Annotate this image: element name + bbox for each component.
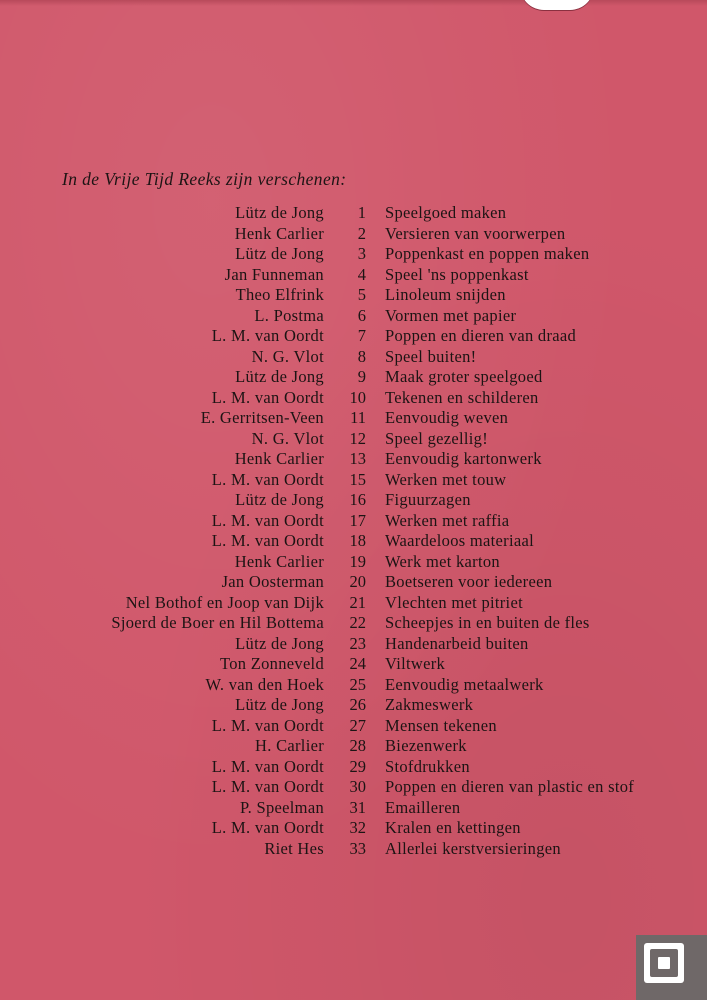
book-row	[0, 613, 707, 634]
book-row	[0, 798, 707, 819]
book-number: 17	[349, 510, 366, 530]
book-row	[0, 736, 707, 757]
book-title: Speel gezellig!	[385, 428, 489, 448]
book-author: Lütz de Jong	[235, 490, 324, 509]
book-row	[0, 634, 707, 655]
book-row	[0, 716, 707, 737]
book-title: Allerlei kerstversieringen	[385, 838, 561, 858]
book-number: 11	[350, 408, 366, 427]
book-title: Biezenwerk	[385, 736, 467, 755]
book-title: Maak groter speelgoed	[385, 367, 543, 386]
book-title: Tekenen en schilderen	[385, 387, 539, 407]
book-row	[0, 285, 707, 306]
book-author: Ton Zonneveld	[219, 654, 324, 673]
book-title: Zakmeswerk	[385, 695, 474, 714]
book-title: Werken met touw	[385, 469, 507, 489]
book-author: Lütz de Jong	[235, 367, 324, 386]
book-number: 10	[349, 387, 366, 407]
book-author: H. Carlier	[255, 736, 324, 755]
book-row	[0, 511, 707, 532]
book-row	[0, 306, 707, 327]
book-number: 27	[349, 715, 366, 735]
book-title: Poppen en dieren van plastic en stof	[385, 777, 635, 796]
torn-sticker	[520, 0, 594, 10]
book-title: Kralen en kettingen	[385, 818, 521, 837]
book-author: L. M. van Oordt	[211, 387, 324, 407]
book-number: 33	[349, 838, 366, 858]
book-title: Waardeloos materiaal	[385, 531, 534, 550]
book-number: 31	[349, 797, 366, 817]
book-number: 28	[349, 736, 366, 755]
book-number: 32	[349, 818, 366, 837]
book-author: Lütz de Jong	[235, 695, 324, 714]
book-author: L. M. van Oordt	[211, 818, 324, 837]
book-title: Poppen en dieren van draad	[385, 326, 577, 345]
book-title: Boetseren voor iedereen	[385, 572, 553, 591]
book-title: Werk met karton	[385, 551, 500, 571]
book-author: E. Gerritsen-Veen	[200, 408, 324, 427]
book-number: 26	[349, 695, 366, 714]
book-title: Mensen tekenen	[385, 715, 497, 735]
book-row	[0, 593, 707, 614]
book-number: 18	[349, 531, 366, 550]
book-title: Viltwerk	[385, 654, 446, 673]
book-row	[0, 531, 707, 552]
book-title: Vlechten met pitriet	[385, 592, 523, 612]
book-number: 22	[349, 613, 366, 632]
book-author: Riet Hes	[264, 838, 324, 858]
book-row	[0, 695, 707, 716]
book-row	[0, 654, 707, 675]
book-title: Eenvoudig kartonwerk	[385, 449, 542, 468]
book-row	[0, 347, 707, 368]
book-row	[0, 429, 707, 450]
book-row	[0, 408, 707, 429]
book-row	[0, 572, 707, 593]
book-title: Stofdrukken	[385, 756, 470, 776]
book-title: Werken met raffia	[385, 510, 510, 530]
book-author: Lütz de Jong	[235, 633, 324, 653]
book-number: 20	[349, 572, 366, 591]
book-row	[0, 244, 707, 265]
book-author: L. M. van Oordt	[211, 531, 324, 550]
book-number: 5	[357, 285, 366, 304]
book-title: Emailleren	[385, 797, 461, 817]
book-number: 30	[349, 777, 366, 796]
book-row	[0, 552, 707, 573]
book-row	[0, 839, 707, 860]
cover-top-edge	[0, 0, 707, 6]
book-number: 1	[357, 203, 366, 222]
book-author: L. M. van Oordt	[211, 715, 324, 735]
book-row	[0, 388, 707, 409]
book-number: 24	[349, 654, 366, 673]
book-title: Handenarbeid buiten	[385, 633, 529, 653]
book-row	[0, 757, 707, 778]
book-author: Sjoerd de Boer en Hil Bottema	[111, 613, 324, 632]
logo-center-square	[658, 957, 670, 969]
book-number: 23	[349, 633, 366, 653]
book-number: 7	[357, 326, 366, 345]
book-title: Poppenkast en poppen maken	[385, 244, 590, 263]
book-row	[0, 224, 707, 245]
book-number: 6	[357, 305, 366, 325]
book-title: Versieren van voorwerpen	[385, 223, 566, 243]
book-author: Nel Bothof en Joop van Dijk	[125, 592, 324, 612]
book-number: 9	[357, 367, 366, 386]
book-author: N. G. Vlot	[251, 346, 324, 366]
book-author: P. Speelman	[240, 797, 324, 817]
book-title: Eenvoudig metaalwerk	[385, 674, 544, 694]
book-number: 12	[349, 428, 366, 448]
book-row	[0, 675, 707, 696]
book-row	[0, 449, 707, 470]
book-number: 13	[349, 449, 366, 468]
book-row	[0, 367, 707, 388]
book-number: 29	[349, 756, 366, 776]
book-number: 25	[349, 674, 366, 694]
book-row	[0, 470, 707, 491]
book-number: 15	[349, 469, 366, 489]
book-author: Henk Carlier	[234, 223, 324, 243]
book-author: Jan Funneman	[224, 264, 324, 284]
book-author: Lütz de Jong	[235, 244, 324, 263]
lastdodo-logo-icon	[636, 935, 707, 1000]
book-author: N. G. Vlot	[251, 428, 324, 448]
book-title: Eenvoudig weven	[385, 408, 509, 427]
book-row	[0, 490, 707, 511]
book-author: L. M. van Oordt	[211, 469, 324, 489]
book-title: Speel buiten!	[385, 346, 477, 366]
book-title: Vormen met papier	[385, 305, 517, 325]
book-number: 3	[357, 244, 366, 263]
book-author: L. Postma	[254, 305, 324, 325]
book-row	[0, 818, 707, 839]
book-author: L. M. van Oordt	[211, 510, 324, 530]
book-author: Henk Carlier	[234, 449, 324, 468]
book-row	[0, 777, 707, 798]
book-author: L. M. van Oordt	[211, 326, 324, 345]
book-row	[0, 326, 707, 347]
book-number: 4	[357, 264, 366, 284]
book-author: L. M. van Oordt	[211, 756, 324, 776]
book-author: W. van den Hoek	[205, 674, 324, 694]
book-author: L. M. van Oordt	[211, 777, 324, 796]
book-number: 2	[357, 223, 366, 243]
book-number: 8	[357, 346, 366, 366]
series-heading: In de Vrije Tijd Reeks zijn verschenen:	[62, 169, 347, 189]
book-row	[0, 265, 707, 286]
book-author: Theo Elfrink	[235, 285, 324, 304]
book-author: Henk Carlier	[234, 551, 324, 571]
book-number: 19	[349, 551, 366, 571]
book-number: 21	[349, 592, 366, 612]
book-title: Speelgoed maken	[385, 203, 507, 222]
book-title: Speel 'ns poppenkast	[385, 264, 529, 284]
book-title: Scheepjes in en buiten de fles	[385, 613, 590, 632]
book-author: Jan Oosterman	[221, 572, 324, 591]
book-list	[0, 203, 707, 859]
book-number: 16	[349, 490, 366, 509]
book-row	[0, 203, 707, 224]
book-title: Figuurzagen	[385, 490, 471, 509]
book-author: Lütz de Jong	[235, 203, 324, 222]
book-title: Linoleum snijden	[385, 285, 506, 304]
